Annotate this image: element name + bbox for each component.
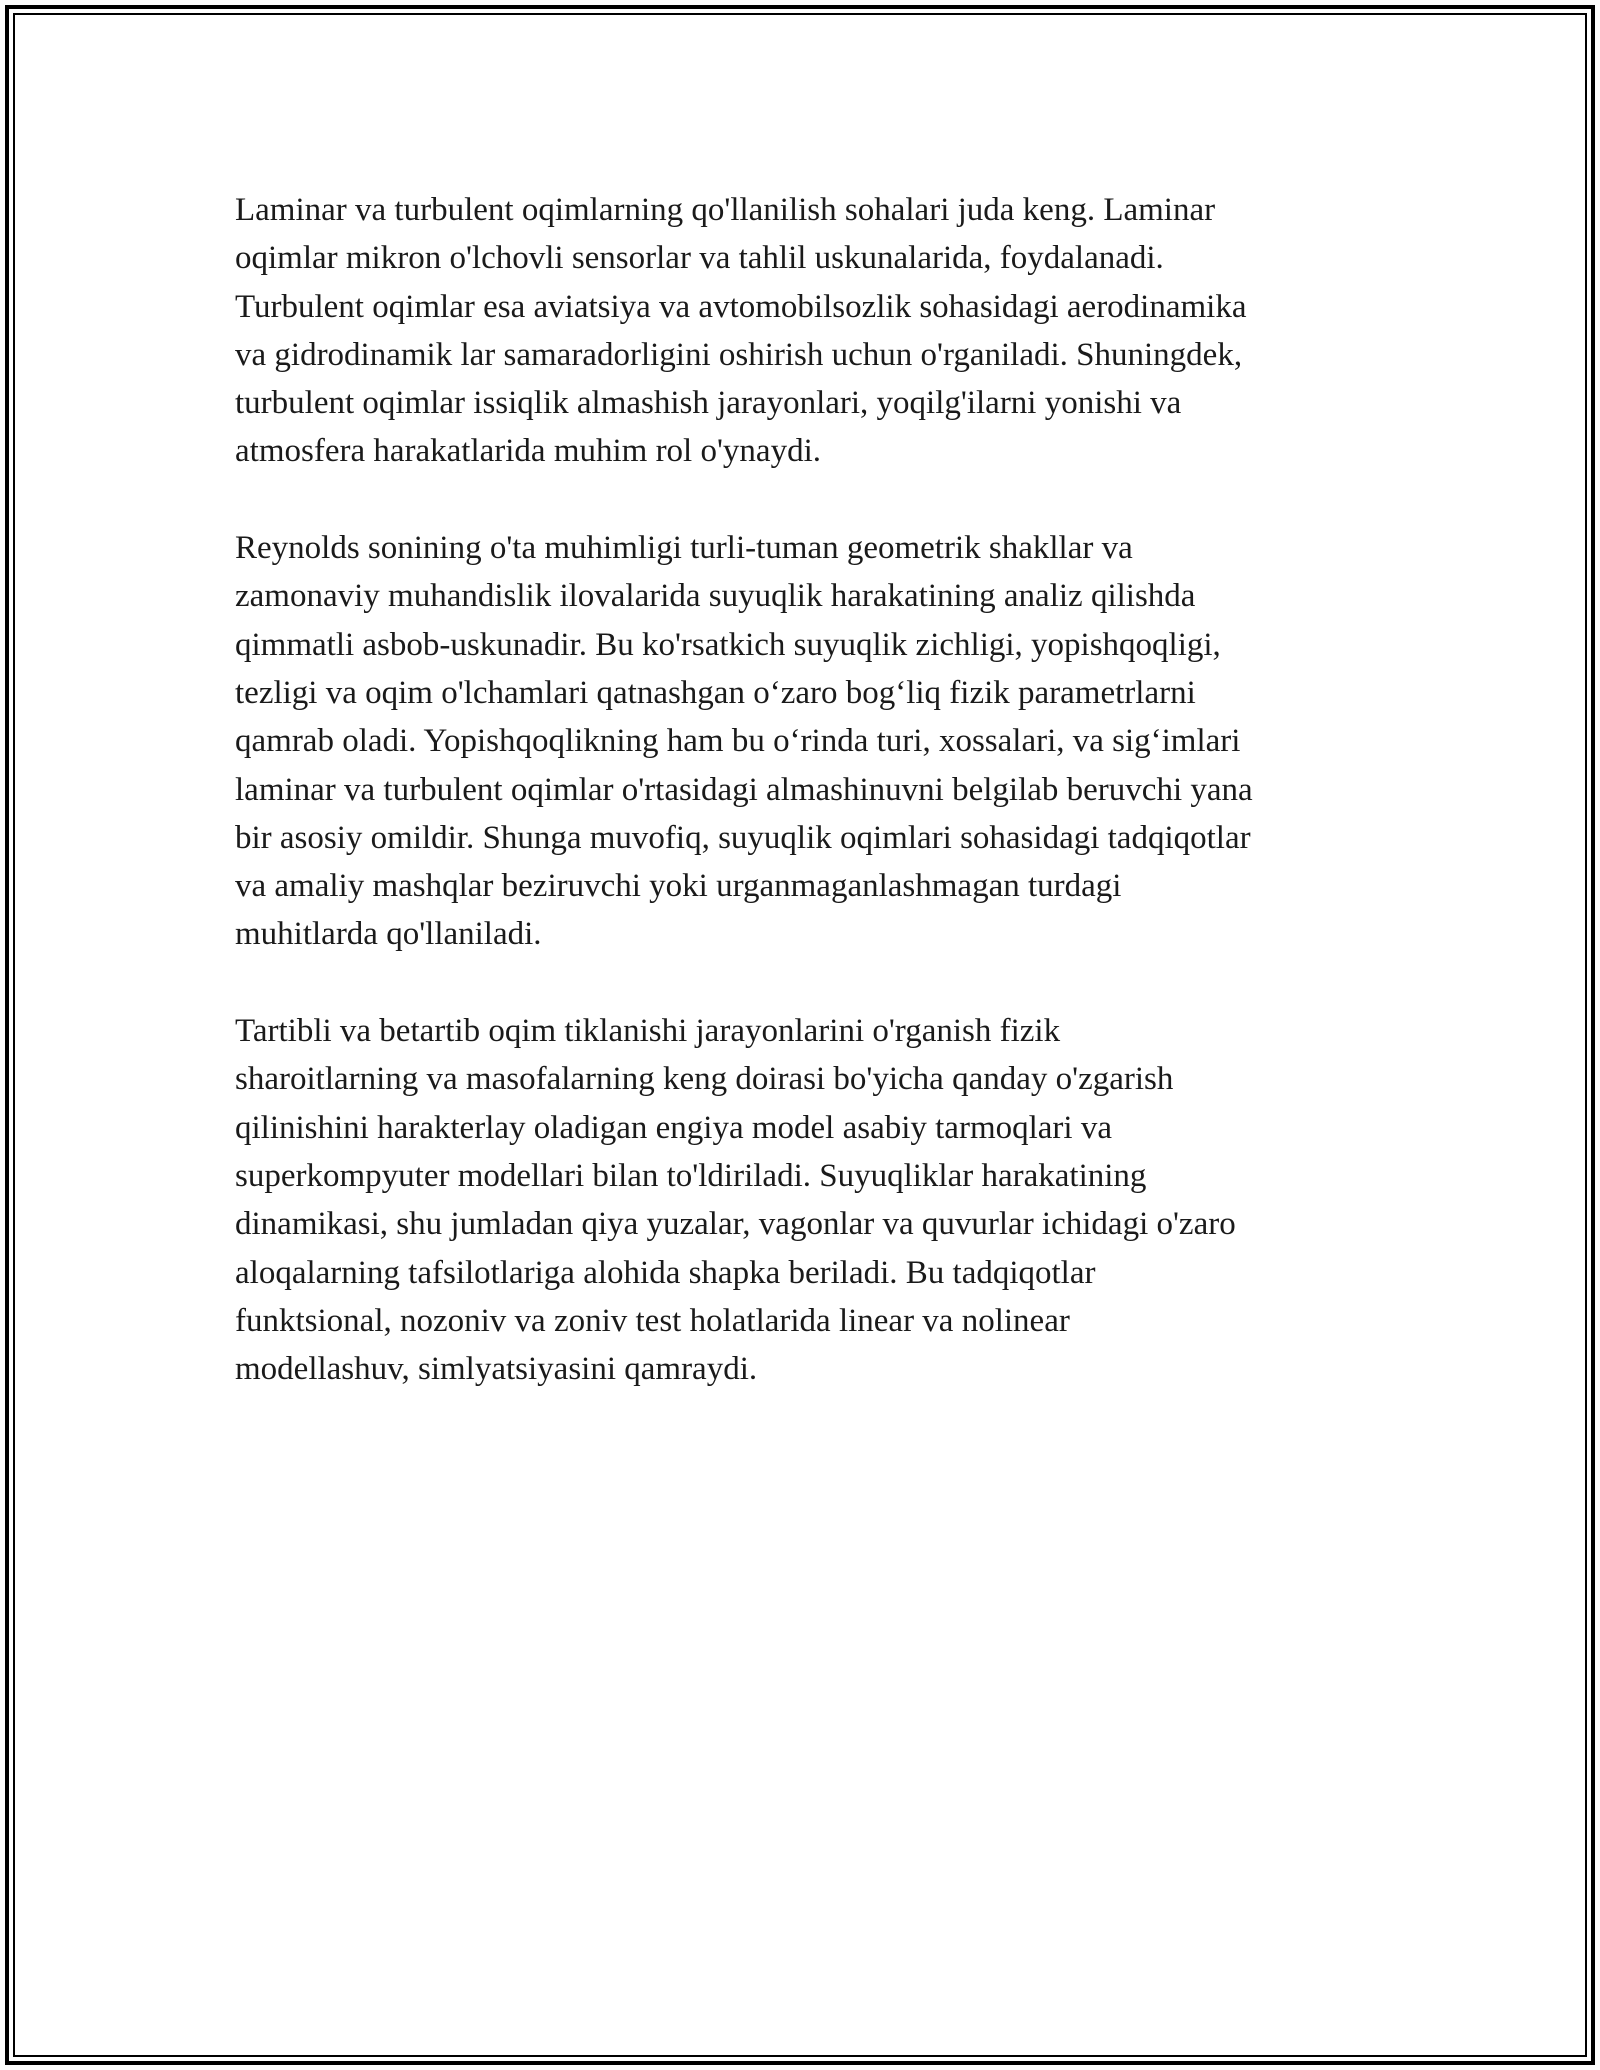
text-line: aloqalarning tafsilotlariga alohida shapka beriladi. Bu tadqiqotlar (235, 1254, 1096, 1291)
text-line: atmosfera harakatlarida muhim rol o'ynaydi. (235, 433, 821, 470)
text-line: muhitlarda qo'llaniladi. (235, 916, 542, 953)
text-line: qamrab oladi. Yopishqoqlikning ham bu o‘rinda turi, xossalari, va sig‘imlari (235, 723, 1241, 760)
text-line: oqimlar mikron o'lchovli sensorlar va tahlil uskunalarida, foydalanadi. (235, 240, 1164, 277)
text-line: qilinishini harakterlay oladigan engiya model asabiy tarmoqlari va (235, 1109, 1112, 1146)
text-line: va gidrodinamik lar samaradorligini oshirish uchun o'rganiladi. Shuningdek, (235, 336, 1243, 373)
text-line: va amaliy mashqlar beziruvchi yoki urganmaganlashmagan turdagi (235, 868, 1122, 905)
text-line: sharoitlarning va masofalarning keng doirasi bo'yicha qanday o'zgarish (235, 1061, 1174, 1098)
document-body (235, 186, 1395, 1442)
text-line: dinamikasi, shu jumladan qiya yuzalar, vagonlar va quvurlar ichidagi o'zaro (235, 1206, 1236, 1243)
text-line: bir asosiy omildir. Shunga muvofiq, suyuqlik oqimlari sohasidagi tadqiqotlar (235, 819, 1251, 856)
text-line: superkompyuter modellari bilan to'ldiriladi. Suyuqliklar harakatining (235, 1157, 1147, 1194)
text-line: zamonaviy muhandislik ilovalarida suyuqlik harakatining analiz qilishda (235, 578, 1196, 615)
text-line: laminar va turbulent oqimlar o'rtasidagi almashinuvni belgilab beruvchi yana (235, 771, 1253, 808)
text-line: Tartibli va betartib oqim tiklanishi jarayonlarini o'rganish fizik (235, 1013, 1061, 1050)
text-line: turbulent oqimlar issiqlik almashish jarayonlari, yoqilg'ilarni yonishi va (235, 385, 1182, 422)
text-line: tezligi va oqim o'lchamlari qatnashgan o‘zaro bog‘liq fizik parametrlarni (235, 674, 1196, 711)
text-line: modellashuv, simlyatsiyasini qamraydi. (235, 1351, 758, 1388)
text-line: Turbulent oqimlar esa aviatsiya va avtomobilsozlik sohasidagi aerodinamika (235, 288, 1247, 325)
text-line: Reynolds sonining o'ta muhimligi turli-tuman geometrik shakllar va (235, 530, 1133, 567)
paragraph (235, 1007, 1395, 1393)
paragraph (235, 186, 1395, 476)
text-line: Laminar va turbulent oqimlarning qo'llanilish sohalari juda keng. Laminar (235, 192, 1216, 228)
text-line: funktsional, nozoniv va zoniv test holatlarida linear va nolinear (235, 1302, 1070, 1339)
text-line: qimmatli asbob-uskunadir. Bu ko'rsatkich suyuqlik zichligi, yopishqoqligi, (235, 626, 1221, 663)
paragraph (235, 524, 1395, 959)
